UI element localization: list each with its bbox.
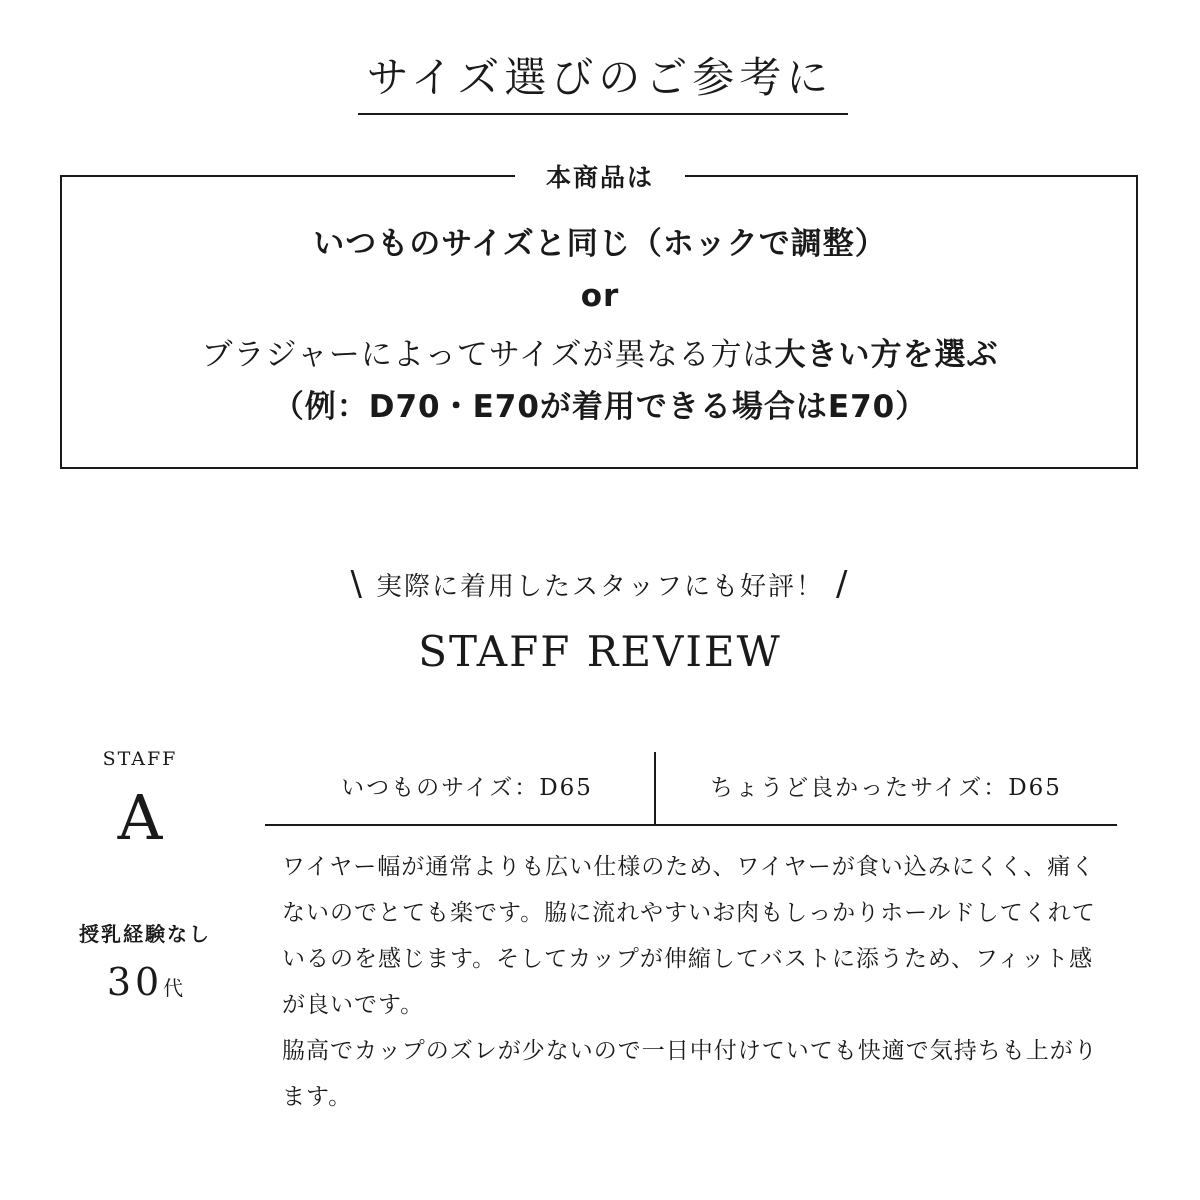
fit-size: ちょうど良かったサイズ：D65	[710, 775, 1062, 801]
staff-label: STAFF	[102, 748, 178, 770]
review-comment-paragraph-1: ワイヤー幅が通常よりも広い仕様のため、ワイヤーが食い込みにくく、痛くないのでとても楽です。脇に流れやすいお肉もしっかりホールドしてくれているのを感じます。そしてカップが伸縮してバストに添うため、フィット感が良いです。	[282, 854, 1096, 1018]
guide-line-or: or	[580, 278, 620, 314]
review-subheading	[0, 562, 1200, 609]
size-underline	[265, 824, 1117, 826]
usual-size: いつものサイズ：D65	[341, 775, 593, 801]
slash-decoration: /	[836, 564, 850, 604]
guide-line-example: （例：D70・E70が着用できる場合はE70）	[272, 389, 928, 425]
size-guide-label: 本商品は	[515, 160, 685, 196]
guide-line-larger	[60, 333, 1140, 377]
review-subheading-text: 実際に着用したスタッフにも好評！	[375, 572, 824, 602]
guide-line-larger-normal: ブラジャーによってサイズが異なる方は	[201, 337, 775, 373]
staff-letter: A	[117, 781, 163, 854]
page-title: サイズ選びのご参考に	[366, 53, 834, 102]
staff-age-unit: 代	[163, 976, 184, 1000]
review-comment	[282, 844, 1114, 1120]
review-comment-paragraph-2: 脇高でカップのズレが少ないので一日中付けていても快適で気持ちも上がります。	[282, 1038, 1098, 1110]
review-title: STAFF REVIEW	[418, 627, 782, 676]
guide-line-same-size: いつものサイズと同じ（ホックで調整）	[313, 226, 887, 262]
guide-line-larger-bold: 大きい方を選ぶ	[774, 337, 999, 373]
backslash-decoration: \	[350, 564, 364, 604]
title-underline	[358, 113, 848, 115]
staff-age	[60, 960, 230, 1004]
staff-breastfeeding-note: 授乳経験なし	[79, 922, 211, 946]
staff-age-number: 30	[106, 960, 164, 1004]
